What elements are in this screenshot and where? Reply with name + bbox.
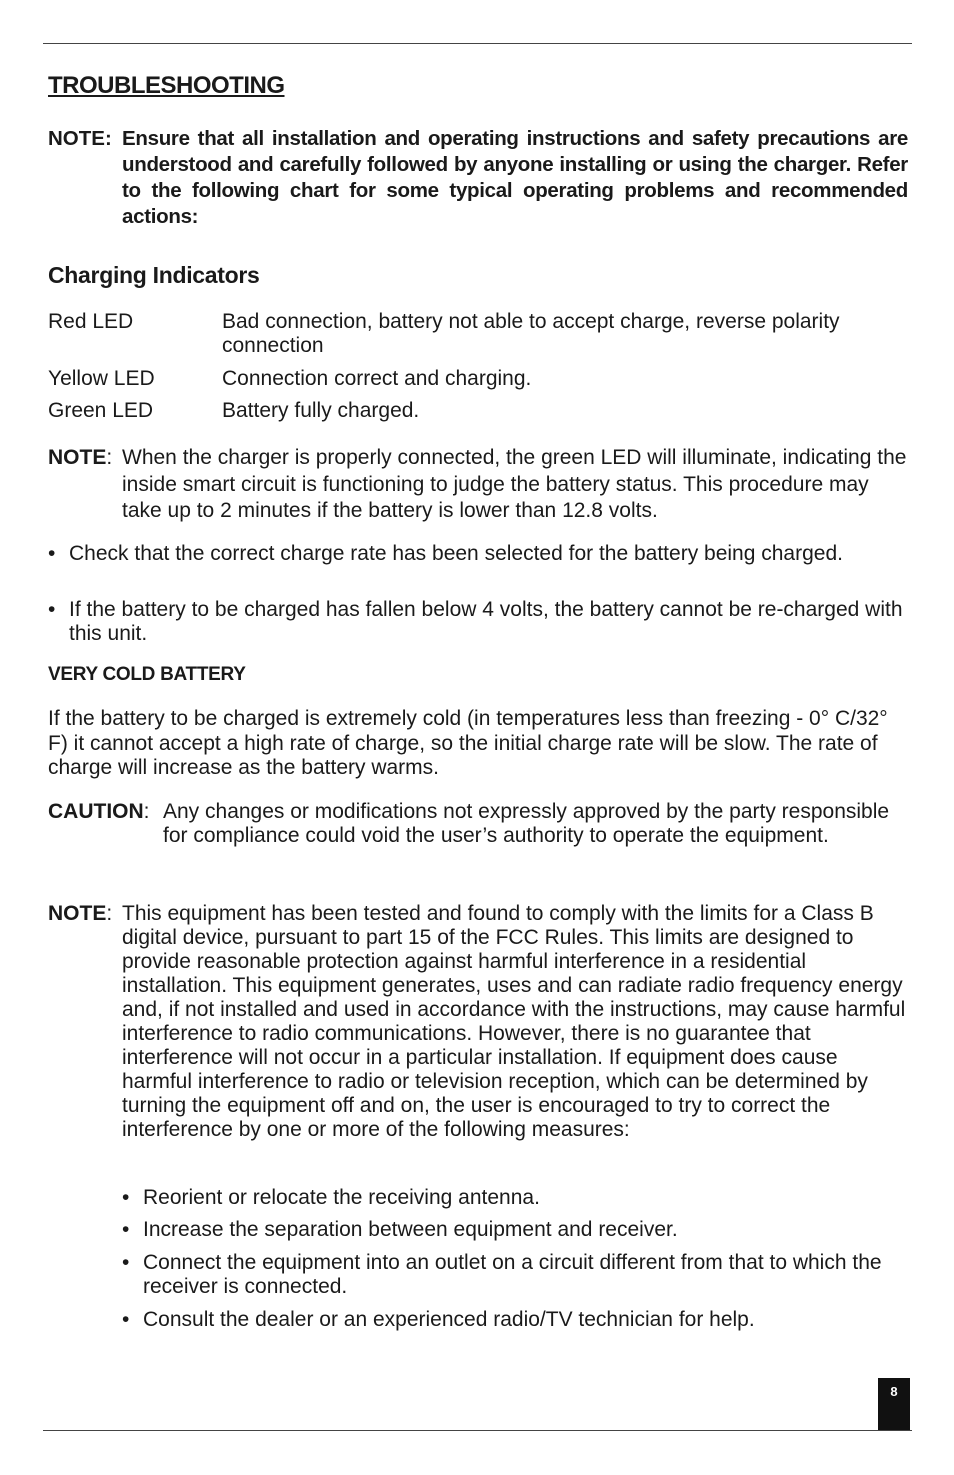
indicator-meaning: Connection correct and charging. (222, 367, 532, 390)
top-rule (43, 43, 912, 44)
note-green-led (48, 445, 910, 525)
caution-note (48, 800, 908, 848)
page-title: TROUBLESHOOTING (48, 72, 285, 99)
note-text: Ensure that all installation and operating instructions and safety precautions are understood and carefully followed by anyone installing or using the charger. Refer to the following chart for some typical operating problems and recommended actions: (122, 127, 908, 228)
list-item-text: Increase the separation between equipment and receiver. (143, 1218, 678, 1241)
charging-indicators-heading: Charging Indicators (48, 262, 260, 288)
bullet-icon: • (48, 598, 56, 621)
note-fcc (48, 902, 910, 1142)
list-item (48, 598, 908, 646)
list-item (122, 1251, 908, 1299)
indicator-row-yellow (48, 367, 908, 391)
note-intro (48, 126, 908, 230)
list-item-text: Consult the dealer or an experienced radio/TV technician for help. (143, 1308, 755, 1331)
indicator-label: Red LED (48, 310, 134, 333)
list-item (122, 1186, 908, 1210)
bullet-icon: • (122, 1186, 130, 1209)
bullet-icon: • (122, 1308, 130, 1331)
note-label: NOTE: (48, 902, 113, 925)
page-number: 8 (878, 1378, 910, 1430)
caution-label: CAUTION: (48, 800, 150, 823)
bottom-rule (43, 1430, 912, 1431)
very-cold-battery-text: If the battery to be charged is extremely cold (in temperatures less than freezing - 0° C/32° F) it cannot accept a high rate of charge, so the initial charge rate will be slow. The rate of charge will increase as the battery warms. (48, 707, 888, 779)
list-item (122, 1218, 908, 1242)
note-text: When the charger is properly connected, the green LED will illuminate, indicating the inside smart circuit is functioning to judge the battery status. This procedure may take up to 2 minutes if the battery is lower than 12.8 volts. (122, 446, 907, 522)
list-item (122, 1308, 908, 1332)
list-item-text: If the battery to be charged has fallen below 4 volts, the battery cannot be re-charged with this unit. (69, 598, 903, 645)
indicator-row-green (48, 399, 908, 423)
indicator-label: Green LED (48, 399, 154, 422)
note-label: NOTE: (48, 446, 113, 469)
note-text: This equipment has been tested and found to comply with the limits for a Class B digital device, pursuant to part 15 of the FCC Rules. This limits are designed to provide reasonable protection against harmful interference in a residential installation. This equipment generates, uses and can radiate radio frequency energy and, if not installed and used in accordance with the instructions, may cause harmful interference to radio communications. However, there is no guarantee that interference will not occur in a particular installation. If equipment does cause harmful interference to radio or television reception, which can be determined by turning the equipment off and on, the user is encouraged to try to correct the interference by one or more of the following measures: (122, 902, 906, 1141)
indicator-row-red (48, 310, 908, 358)
indicator-label: Yellow LED (48, 367, 155, 390)
list-item-text: Check that the correct charge rate has been selected for the battery being charged. (69, 542, 843, 565)
list-item-text: Connect the equipment into an outlet on a circuit different from that to which the receiver is connected. (143, 1251, 882, 1298)
note-label: NOTE: (48, 127, 112, 150)
bullet-icon: • (122, 1251, 130, 1274)
bullet-icon: • (48, 542, 56, 565)
caution-text: Any changes or modifications not expressly approved by the party responsible for compliance could void the user’s authority to operate the equipment. (163, 800, 890, 847)
indicator-meaning: Battery fully charged. (222, 399, 420, 422)
indicator-meaning: Bad connection, battery not able to accept charge, reverse polarity connection (222, 310, 840, 357)
list-item (48, 542, 908, 566)
bullet-icon: • (122, 1218, 130, 1241)
very-cold-battery-heading: VERY COLD BATTERY (48, 664, 246, 685)
list-item-text: Reorient or relocate the receiving antenna. (143, 1186, 540, 1209)
